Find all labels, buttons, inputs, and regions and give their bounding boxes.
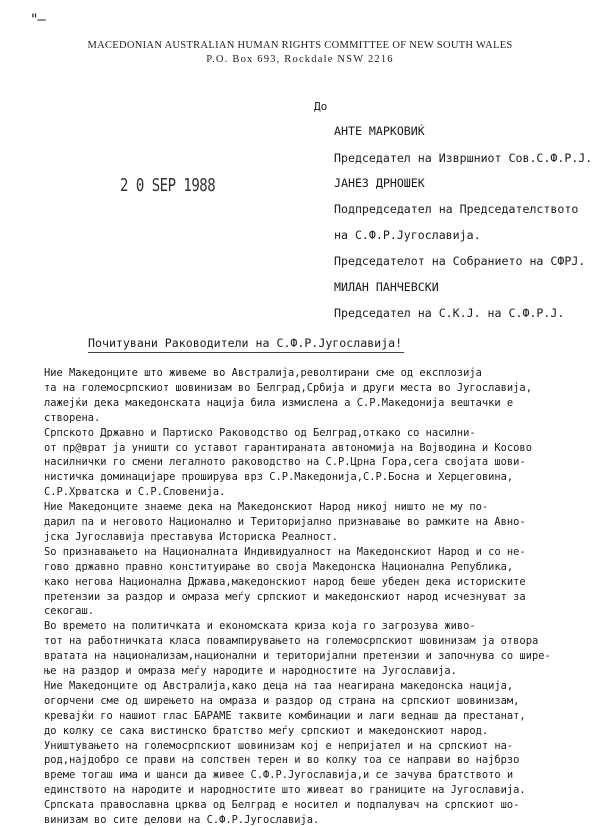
letterhead-organization: MACEDONIAN AUSTRALIAN HUMAN RIGHTS COMMITTEE OF NEW SOUTH WALES (87, 40, 513, 51)
body-line: огорчени сме од ширењето на омраза и раздор од страна на српскиот шовинизам, (44, 694, 520, 707)
date-stamp: 2 0 SEP 1988 (120, 176, 216, 196)
body-line: дарил па и неговото Национално и Територијално признавање во рамките на Авно- (44, 516, 526, 528)
body-line: Српската православна црква од Белград е носител и подпалувач на српскиот шо- (44, 799, 520, 812)
recipient-line: Председател на С.К.Ј. на С.Ф.Р.Ј. (334, 306, 565, 320)
body-line: гово државно правно конституирање во своја Македонска Национална Република, (44, 560, 514, 573)
body-line: створена. (44, 411, 101, 424)
body-line: како негова Национална Држава,македонскиот народ беше убеден дека историските (44, 575, 526, 588)
body-line: лажејќи дека македонската нација била измислена а С.Р.Македонија вештачки е (44, 396, 514, 409)
body-line: С.Р.Хрватска и С.Р.Словенија. (44, 486, 226, 499)
body-line: претензии за раздор и омраза меѓу српскиот и македонскиот народ исчезнуват за (44, 590, 526, 603)
recipient-to-label: До (314, 100, 328, 113)
body-line: Во времето на политичката и економската криза која го загрозува живо- (44, 620, 476, 633)
recipient-line: на С.Ф.Р.Југославија. (334, 228, 481, 242)
body-line: Ние Македонците знаеме дека на Македонскиот Народ никој ништо не му по- (44, 501, 489, 514)
body-line: вратата на национализам,национални и територијални претензии и започнува со шире- (44, 650, 551, 663)
body-line: So признавањето на Националната Индивидуалност на Македонскиот Народ и со не- (44, 545, 526, 558)
body-line: единството на народите и народностите што живеат во границите на Југославија. (44, 784, 526, 797)
recipient-line: МИЛАН ПАНЧЕВСКИ (334, 280, 439, 294)
salutation: Почитувани Раководители на С.Ф.Р.Југославија! (88, 336, 403, 350)
recipient-line: Председателот на Собранието на СФРЈ. (334, 254, 586, 268)
body-line: ње на раздор и омраза меѓу народите и народностите на Југославија. (44, 665, 457, 677)
body-line: Српското Државно и Партиско Раководство од Белград,откако со насилни- (44, 426, 476, 439)
letterhead-address: P.O. Box 693, Rockdale NSW 2216 (206, 54, 394, 65)
body-line: секогаш. (44, 605, 95, 618)
body-line: Ние Македонците од Австралија,како деца на таа неагирана македонска нација, (44, 679, 514, 692)
body-line: до колку се сака вистинско братство меѓу српскиот и македонскиот народ. (44, 724, 489, 737)
body-line: јска Југославија преставува Историска Реалност. (44, 530, 339, 543)
recipient-line: АНТЕ МАРКОВИЌ (334, 124, 425, 138)
recipient-line: Подпредседател на Председателството (334, 202, 579, 216)
body-line: нистичка доминацијаре проширува врз С.Р.Македонија,С.Р.Босна и Херцеговина, (44, 471, 514, 484)
salutation-underline (88, 352, 404, 353)
body-line: насилнички го смени легалното раководство на С.Р.Црна Гора,сега својата шови- (44, 456, 526, 469)
body-line: време тогаш има и шанси да живее С.Ф.Р.Југославија,и се зачува братството и (44, 769, 514, 782)
recipient-line: Председател на Извршниот Сов.С.Ф.Р.Ј. (334, 151, 593, 165)
body-line: кревајќи го нашиот глас БАРАМЕ таквите комбинации и лаги веднаш да престанат, (44, 709, 526, 722)
body-line: винизам во сите делови на С.Ф.Р.Југославија. (44, 814, 320, 826)
body-line: от пр@врат ја уништи со уставот гарантираната автономија на Војводина и Косово (44, 441, 532, 454)
body-line: та на големосрпскиот шовинизам во Белград,Србија и други места во Југославија, (44, 381, 532, 394)
body-line: Уништувањето на големосрпскиот шовинизам кој е непријател и на српскиот на- (44, 739, 514, 752)
recipient-line: ЈАНЕЗ ДРНОШЕК (334, 176, 425, 190)
body-line: Ние Македонците што живеме во Австралија,револтирани сме од експлозија (44, 367, 482, 379)
body-line: тот на работничката класа повампирувањето на големосрпскиот шовинизам ја отвора (44, 635, 539, 648)
body-line: род,најдобро се прави на сопствен терен и во колку тоа се направи во најбрзо (44, 754, 520, 767)
top-mark: "– (30, 12, 45, 28)
